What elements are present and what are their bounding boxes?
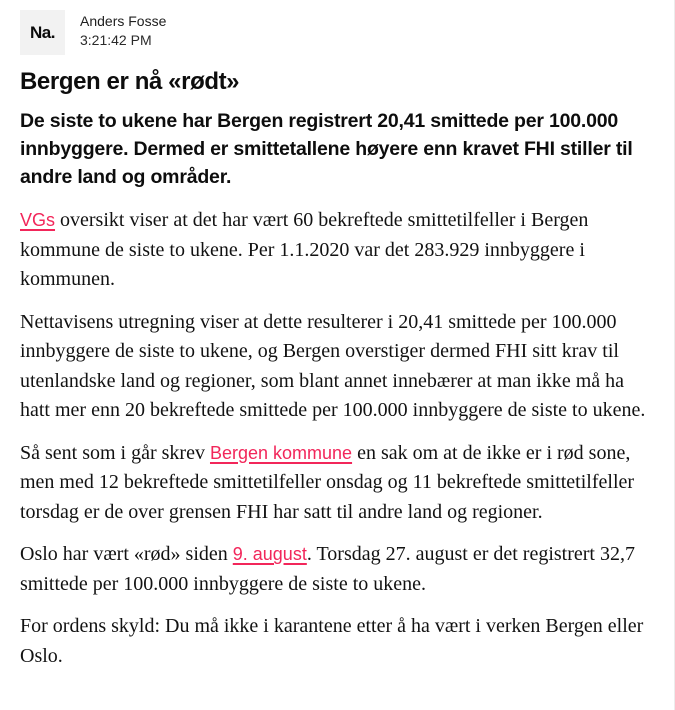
paragraph-text: Nettavisens utregning viser at dette resulterer i 20,41 smittede per 100.000 innbyggere de siste to ukene, og Bergen overstiger dermed FHI sitt krav til utenlandske land og regioner, som blant annet innebærer at man ikke må ha hatt mer enn 20 bekreftede smittede per 100.000 innbyggere de siste to ukene. (20, 310, 646, 421)
inline-link[interactable]: VGs (20, 210, 56, 230)
article-body (20, 206, 652, 671)
body-paragraph (20, 439, 652, 528)
headline: Bergen er nå «rødt» (20, 68, 240, 95)
byline (20, 10, 652, 55)
lead-paragraph: De siste to ukene har Bergen registrert 20,41 smittede per 100.000 innbyggere. Dermed er smittetallene høyere enn kravet FHI stiller til andre land og områder. (20, 110, 633, 188)
byline-meta (80, 10, 166, 49)
paragraph-text: oversikt viser at det har vært 60 bekreftede smittetilfeller i Bergen kommune de siste to ukene. Per 1.1.2020 var det 283.929 innbyggere i kommunen. (20, 209, 589, 290)
inline-link[interactable]: Bergen kommune (209, 442, 353, 463)
body-paragraph (20, 612, 652, 671)
body-paragraph (20, 308, 652, 426)
inline-link[interactable]: 9. august (232, 544, 307, 564)
publisher-logo-text: Na. (30, 22, 55, 42)
publisher-logo[interactable] (20, 10, 65, 55)
paragraph-text: en sak om at de ikke er i rød sone, men med 12 bekreftede smittetilfeller onsdag og 11 bekreftede smittetilfeller torsdag er de over grensen FHI har satt til andre land og regioner. (20, 441, 635, 523)
author-name: Anders Fosse (80, 13, 167, 29)
paragraph-text: . Torsdag 27. august er det registrert 32,7 smittede per 100.000 innbyggere de siste to ukene. (20, 543, 635, 595)
publish-time: 3:21:42 PM (80, 32, 152, 48)
paragraph-text: Så sent som i går skrev (20, 441, 210, 464)
body-paragraph (20, 206, 652, 295)
body-paragraph (20, 540, 652, 599)
paragraph-text: Oslo har vært «rød» siden (20, 543, 233, 565)
paragraph-text: For ordens skyld: Du må ikke i karantene etter å ha vært i verken Bergen eller Oslo. (20, 615, 644, 667)
